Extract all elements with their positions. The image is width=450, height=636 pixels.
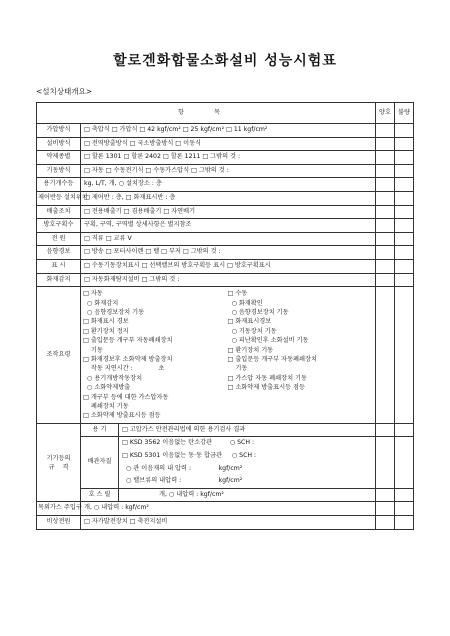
text-line: ○ 소화약제방출 [83,384,131,392]
bottom-row [37,515,414,529]
row-label: 가압방식 [37,124,81,138]
row-label: 설비방식 [37,137,81,151]
container-good-cell[interactable] [376,423,395,437]
row-content: □ 할론 1301 □ 할론 2402 □ 할론 1211 □ 그밖의 것 : [81,151,376,165]
bad-check-cell[interactable] [395,219,414,233]
pipes-content [119,437,376,488]
good-check-cell[interactable] [376,502,395,516]
row-content: □ 축압식 □ 가압식 □ 42 kgf/cm² □ 25 kgf/cm² □ 11 kgf/cm² [81,124,376,138]
operation-label: 조작요령 [37,287,81,424]
pipes-bad-cell[interactable] [395,437,414,488]
text-line: 폐쇄장치 기동 [83,403,129,410]
container-label: 용 기 [81,423,119,437]
text-line: ○ 밸브류의 내압력 : kgf/cm² [122,477,243,485]
bad-check-cell[interactable] [395,178,414,192]
simple-row [37,246,414,260]
good-check-cell[interactable] [376,259,395,273]
good-check-cell[interactable] [376,178,395,192]
text-line: □ 화재표시 경보 [83,318,129,326]
text-line: □ 수동 [227,290,248,298]
text-line: ○ 음향경보장치 기동 [83,308,145,316]
text-line: ○ 화재감지 [83,299,119,307]
text-line: 작동 지연시간 : 초 [83,365,165,373]
good-check-cell[interactable] [376,151,395,165]
text-line: ○ 용기개방작동장치 [83,374,143,382]
text-line: □ 환기장치 정지 [83,327,129,335]
header-bad: 불량 [395,103,414,124]
text-line: □ 가스압 자동 폐쇄장치 기동 [227,374,307,382]
bad-check-cell[interactable] [395,164,414,178]
operation-bad-cell[interactable] [395,287,414,424]
text-line: □ KSD 3562 이음없는 탄소강관 ○ SCH : [122,439,255,447]
bad-check-cell[interactable] [395,124,414,138]
equipment-pipes-row [37,437,414,488]
pipes-good-cell[interactable] [376,437,395,488]
simple-row [37,219,414,233]
bottom-row [37,502,414,516]
row-content: 개, ○ 내압력 : kgf/cm² [81,502,376,516]
text-line: □ 출입문등 개구부 자동폐쇄장치 [227,355,317,363]
text-line: □ KSD 5301 이음없는 동·동 합금관 ○ SCH : [122,452,257,459]
text-line: ○ 피난확인후 소화설비 기동 [227,337,309,345]
row-content: □ 수동기동장치표시 □ 선택밸브의 방호구획등 표시 □ 방호구획표시 [81,259,376,273]
row-label: 음향경보 [37,246,81,260]
hose-label: 호 스 릴 [81,488,119,502]
row-label: 비상전원 [37,515,81,529]
row-content: □ 자동화재탐지설비 □ 그밖의 것 : [81,273,376,287]
text-line: 기동 [227,365,248,373]
row-label: 표 시 [37,259,81,273]
simple-row [37,205,414,219]
good-check-cell[interactable] [376,246,395,260]
hose-good-cell[interactable] [376,488,395,502]
good-check-cell[interactable] [376,205,395,219]
row-label: 전 원 [37,232,81,246]
bad-check-cell[interactable] [395,232,414,246]
text-line: □ 소화약제 방출표시등 점등 [83,412,161,420]
row-content: □ 자가발전장치 □ 축전지설비 [81,515,376,529]
bad-check-cell[interactable] [395,515,414,529]
simple-row [37,151,414,165]
good-check-cell[interactable] [376,137,395,151]
simple-row [37,259,414,273]
row-content: kg, L/T, 개, ○ 설치장소 : 층 [81,178,376,192]
simple-row [37,164,414,178]
bad-check-cell[interactable] [395,137,414,151]
good-check-cell[interactable] [376,219,395,233]
simple-row [37,137,414,151]
text-line: ○ 기동장치 기동 [227,327,277,335]
header-good: 양호 [376,103,395,124]
operation-content [81,287,376,424]
text-line: □ 개구부 등에 대한 가스압자동 [83,393,169,401]
inspection-table [36,102,414,530]
good-check-cell[interactable] [376,273,395,287]
simple-row [37,178,414,192]
operation-manual-column [228,289,373,421]
row-content: □ 방송 □ 포터사이렌 □ 벨 □ 부저 □ 그밖의 것 : [81,246,376,260]
text-line: □ 소화약제 방출표시등 점등 [227,384,306,392]
bad-check-cell[interactable] [395,205,414,219]
text-line: □ 자동 [83,290,103,298]
row-label: 목외가스 주입구 [37,502,81,516]
container-bad-cell[interactable] [395,423,414,437]
equipment-label: 기기등의 규 격 [37,423,81,502]
hose-bad-cell[interactable] [395,488,414,502]
header-item: 항 목 [37,103,376,124]
text-line: □ 화재표시경보 [227,318,272,326]
pipes-label: 배관자질 [81,437,119,488]
row-content: □ 직류 □ 교류 V [81,232,376,246]
page-title: 할로겐화합물소화설비 성능시험표 [113,53,337,69]
row-label: 배출조치 [37,205,81,219]
bad-check-cell[interactable] [395,273,414,287]
bad-check-cell[interactable] [395,246,414,260]
operation-auto-column [83,289,228,421]
simple-row [37,191,414,205]
row-content: □ 전용배출기 □ 겸용배출기 □ 자연배기 [81,205,376,219]
row-content: 구획, 구역, 구역별 상세사항은 별지참조 [81,219,376,233]
good-check-cell[interactable] [376,164,395,178]
good-check-cell[interactable] [376,515,395,529]
simple-row [37,232,414,246]
text-line: □ 환기장치 기동 [227,346,274,354]
bad-check-cell[interactable] [395,502,414,516]
section-subtitle: <설치상태개요> [36,87,93,96]
text-line: ○ 음향경보장치 기동 [227,308,289,316]
equipment-hose-row [37,488,414,502]
text-line: □ 출입문등 개구부 자동폐쇄장치 [83,337,173,345]
operation-good-cell[interactable] [376,287,395,424]
row-content: □ 자동 □ 수동전기식 □ 수동가스압식 □ 그밖의 것 : [81,164,376,178]
row-content: □ 전역방출방식 □ 국소방출방식 □ 이동식 [81,137,376,151]
bad-check-cell[interactable] [395,259,414,273]
operation-row [37,287,414,424]
row-label: 기동방식 [37,164,81,178]
good-check-cell[interactable] [376,124,395,138]
simple-row [37,273,414,287]
hose-content: 개, ○ 내압력 : kgf/cm² [119,488,376,502]
good-check-cell[interactable] [376,191,395,205]
row-label: 제어반등 설치위치 [37,191,81,205]
row-label: 화재감지 [37,273,81,287]
bad-check-cell[interactable] [395,191,414,205]
container-content: □ 고압가스 안전관리법에 의한 용기검사 결과 [119,423,376,437]
simple-row [37,124,414,138]
row-label: 약제종별 [37,151,81,165]
row-label: 방호구획수 [37,219,81,233]
equipment-container-row [37,423,414,437]
text-line: 기동 [83,346,103,354]
good-check-cell[interactable] [376,232,395,246]
text-line: □ 화재경보후 소화약제 방출장치 [83,355,173,363]
row-label: 용기개수등 [37,178,81,192]
text-line: ○ 관 이음재의 내 압력 : kgf/cm² [122,464,243,472]
row-content: □ 제어반 : 층, □ 화재표시반 : 층 [81,191,376,205]
bad-check-cell[interactable] [395,151,414,165]
text-line: ○ 화재확인 [227,299,263,307]
table-header-row [37,103,414,124]
